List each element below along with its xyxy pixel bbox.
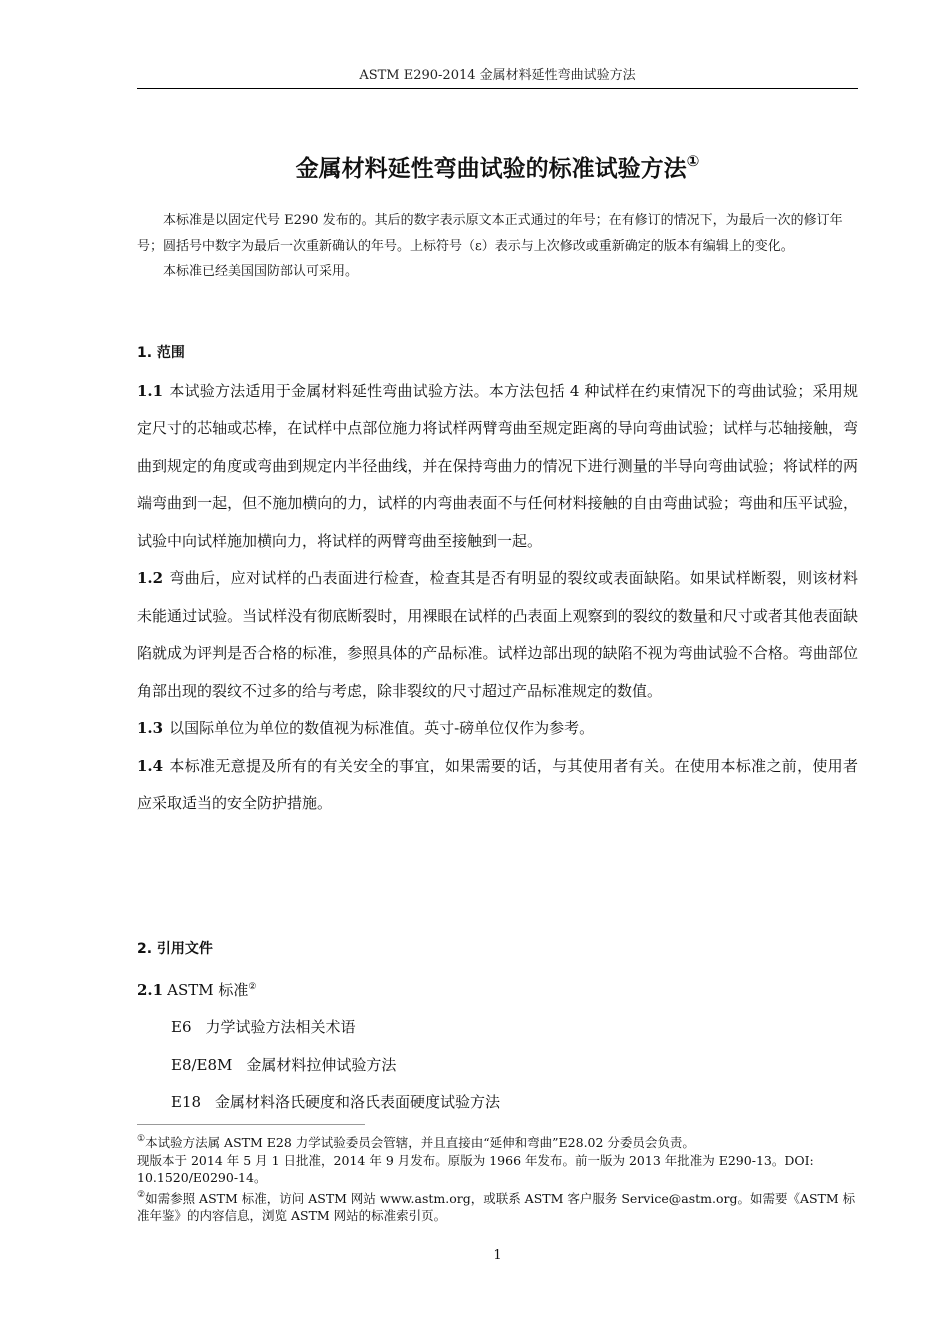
reference-code: E18 <box>171 1093 202 1111</box>
preamble-paragraph: 本标准是以固定代号 E290 发布的。其后的数字表示原文本正式通过的年号；在有修订的情况下，为最后一次的修订年号；圆括号中数字为最后一次重新确认的年号。上标符号（ε）表示与上次修改或重新确定的版本有编辑上的变化。 <box>137 213 843 254</box>
footnote-text: 如需参照 ASTM 标准，访问 ASTM 网站 www.astm.org，或联系 ASTM 客户服务 Service@astm.org。如需要《ASTM 标准年鉴》的内容信息，浏览 ASTM 网站的标准索引页。 <box>137 1190 856 1223</box>
footnote-mark: ② <box>137 1189 146 1200</box>
page-title-text: 金属材料延性弯曲试验的标准试验方法 <box>295 156 687 182</box>
section-references <box>137 931 858 1122</box>
clause-1-2 <box>137 560 858 710</box>
clause-1-3 <box>137 710 858 748</box>
footnote <box>137 1152 858 1187</box>
running-header: ASTM E290-2014 金属材料延性弯曲试验方法 <box>359 68 636 83</box>
footnote <box>137 1187 858 1225</box>
title-footnote-mark: ① <box>686 152 700 170</box>
clause-number: 2.1 <box>137 980 164 999</box>
section-heading: 2. 引用文件 <box>137 941 213 957</box>
preamble-paragraph: 本标准已经美国国防部认可采用。 <box>163 264 359 279</box>
footnote-text: 本试验方法属 ASTM E28 力学试验委员会管辖，并且直接由“延伸和弯曲”E28.02 分委员会负责。 <box>145 1135 695 1150</box>
reference-item <box>137 1084 858 1122</box>
reference-title: 力学试验方法相关术语 <box>205 1018 356 1036</box>
footnote-text: 现版本于 2014 年 5 月 1 日批准，2014 年 9 月发布。原版为 1966 年发布。前一版为 2013 年批准为 E290-13。DOI: 10.1520/E0290-14。 <box>137 1152 814 1185</box>
clause-text: 弯曲后，应对试样的凸表面进行检查，检查其是否有明显的裂纹或表面缺陷。如果试样断裂，则该材料未能通过试验。当试样没有彻底断裂时，用裸眼在试样的凸表面上观察到的裂纹的数量和尺寸或者其他表面缺陷就成为评判是否合格的标准，参照具体的产品标准。试样边部出现的缺陷不视为弯曲试验不合格。弯曲部位角部出现的裂纹不过多的给与考虑，除非裂纹的尺寸超过产品标准规定的数值。 <box>137 569 858 700</box>
clause-number: 1.1 <box>137 381 164 400</box>
footnotes <box>137 1131 858 1225</box>
clause-number: 1.4 <box>137 756 164 775</box>
clause-text: 以国际单位为单位的数值视为标准值。英寸-磅单位仅作为参考。 <box>169 719 595 737</box>
reference-title: 金属材料拉伸试验方法 <box>246 1055 397 1074</box>
page-title <box>137 144 858 186</box>
reference-item <box>137 1047 858 1085</box>
section-heading: 1. 范围 <box>137 345 185 361</box>
reference-title: 金属材料洛氏硬度和洛氏表面硬度试验方法 <box>215 1093 501 1111</box>
preamble <box>137 208 858 285</box>
footnote-mark: ① <box>137 1134 146 1144</box>
clause-1-4 <box>137 748 858 823</box>
clause-text: 本试验方法适用于金属材料延性弯曲试验方法。本方法包括 4 种试样在约束情况下的弯曲试验；采用规定尺寸的芯轴或芯棒，在试样中点部位施力将试样两臂弯曲至规定距离的导向弯曲试验；试样与芯轴接触，弯曲到规定的角度或弯曲到规定内半径曲线，并在保持弯曲力的情况下进行测量的半导向弯曲试验；将试样的两端弯曲到一起，但不施加横向的力，试样的内弯曲表面不与任何材料接触的自由弯曲试验；弯曲和压平试验，试验中向试样施加横向力，将试样的两臂弯曲至接触到一起。 <box>137 381 858 550</box>
section-scope <box>137 335 858 823</box>
page-number: 1 <box>493 1248 502 1263</box>
reference-item <box>137 1009 858 1047</box>
reference-code: E6 <box>171 1018 192 1036</box>
footnote-rule <box>137 1124 365 1125</box>
clause-text: 本标准无意提及所有的有关安全的事宜，如果需要的话，与其使用者有关。在使用本标准之前，使用者应采取适当的安全防护措施。 <box>137 756 858 812</box>
clause-label: ASTM 标准 <box>167 980 249 999</box>
reference-code: E8/E8M <box>171 1055 233 1074</box>
clause-number: 1.2 <box>137 569 164 587</box>
clause-number: 1.3 <box>137 719 164 737</box>
clause-2-1 <box>137 969 858 1010</box>
header-rule <box>137 88 858 89</box>
clause-1-1 <box>137 373 858 561</box>
footnote <box>137 1131 858 1152</box>
footnote-mark: ② <box>248 981 257 992</box>
